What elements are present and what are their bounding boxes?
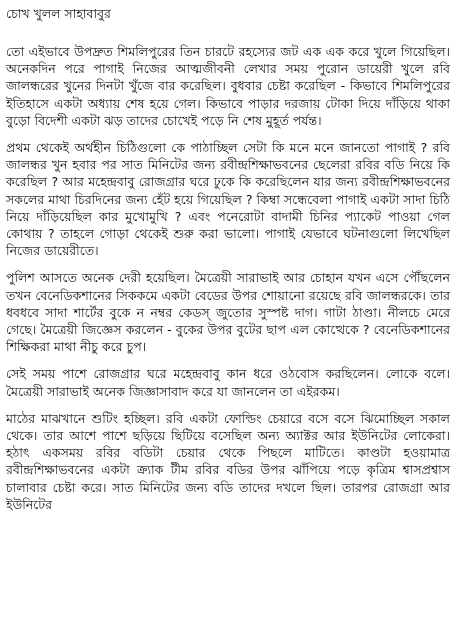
paragraph: পুলিশ আসতে অনেক দেরী হয়েছিল। মৈত্রেয়ী সারাভাই আর চোহান যখন এসে পৌঁছলেন তখন বেনেডিকশানের সিককমে একটা বেডের উপর শোয়ানো রয়েছে রবি জালন্ধরকে। তার ধবধবে সাদা শার্টের বুকে ন নম্বর কেডস্ জুতোর সুস্পষ্ট দাগ। গাটা ঠাণ্ডা। নীলচে মেরে গেছে। মৈত্রেয়ী জিজ্ঞেস করলেন - বুকের উপর বুটের ছাপ এল কোত্থেকে ? বেনেডিকশানের শিক্ষিকরা মাথা নীচু করে চুপ।: [6, 270, 450, 355]
paragraph: সেই সময় পাশে রোজগ্রার ঘরে মহেন্দ্রবাবু কান ধরে ওঠবোস করছিলেন। লোকে বলে। মৈত্রেয়ী সারাভাই অনেক জিজ্ঞাসাবাদ করে যা জানলেন তা এইরকম।: [6, 366, 450, 399]
paragraph: তো এইভাবে উপদ্রুত শিমলিপুরের তিন চারটে রহস্যের জট এক এক করে খুলে গিয়েছিল। অনেকদিন পরে পাগাই নিজের আত্মজীবনী লেখার সময় পুরোন ডায়েরী খুলে রবি জালন্ধরের খুনের দিনটা খুঁজে বার করেছিল। বুধবার চেষ্টা করেছিল - কিভাবে শিমলিপুরের ইতিহাসে একটা অধ্যায় শেষ হয়ে গেল। কিভাবে পাড়ার দরজায় টোকা দিয়ে দাঁড়িয়ে থাকা বুড়ো বিদেশী একটা ঝড় তাদের চোখেই পড়ে নি শেষ মুহূর্ত পর্যন্ত।: [6, 44, 450, 128]
paragraph: মাঠের মাঝখানে শুটিং হচ্ছিল। রবি একটা ফোল্ডিং চেয়ারে বসে বসে ঝিমোচ্ছিল সকাল থেকে। তার আশে পাশে ছড়িয়ে ছিটিয়ে বসেছিল অন্য অ্যাক্টর আর ইউনিটের লোকেরা। হঠাৎ একসময় রবির বডিটা চেয়ার থেকে পিছলে মাটিতে। কাণ্ডটা হওয়ামাত্র রবীন্দ্রশিক্ষাভবনের একটা ক্র্যাক টীম রবির বডির উপর ঝাঁপিয়ে পড়ে কৃত্রিম শ্বাসপ্রশ্বাস চালাবার চেষ্টা করে। সাত মিনিটের জন্য বডি তাদের দখলে ছিল। তারপর রোজগ্রা আর ইউনিটের: [6, 410, 450, 512]
paragraph: প্রথম থেকেই অর্থহীন চিঠিগুলো কে পাঠাচ্ছিল সেটা কি মনে মনে জানতো পাগাই ? রবি জালন্ধর খুন হবার পর সাত মিনিটের জন্য রবীন্দ্রশিক্ষাভবনের ছেলেরা রবির বডি নিয়ে কি করেছিল ? আর মহেন্দ্রবাবু রোজগ্রার ঘরে ঢুকে কি করেছিলেন যার জন্য রবীন্দ্রশিক্ষাভবনের সকলের মাথা চিরদিনের জন্য হেঁট হয়ে গিয়েছিল ? কিম্বা সন্ধেবেলা পাগাই একটা সাদা চিঠি নিয়ে দাঁড়িয়েছিল কার মুখোমুখি ? এবং পনেরোটা বাদামী চিনির প্যাকেট পাওয়া গেল কোথায় ? তাহলে গোড়া থেকেই শুরু করা ভালো। পাগাই যেভাবে ঘটনাগুলো লিখেছিল নিজের ডায়েরীতে।: [6, 140, 450, 259]
chapter-title: চোখ খুলল সাহাবাবুর: [6, 6, 111, 21]
